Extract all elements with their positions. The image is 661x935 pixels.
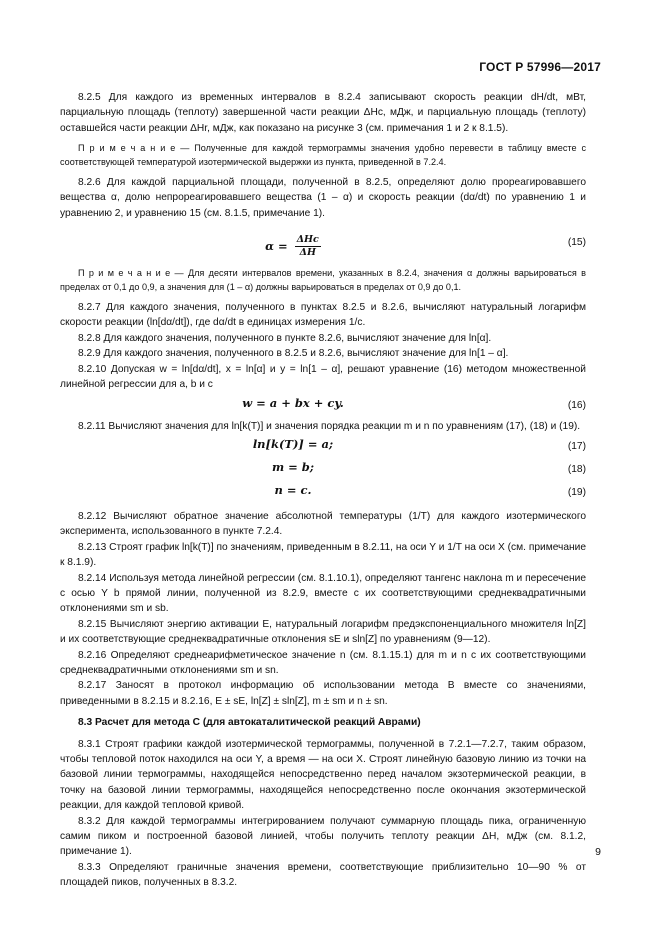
document-body [60,90,586,891]
equation-16-text: w = a + bx + cy. [242,395,344,410]
paragraph-8-2-11: 8.2.11 Вычисляют значения для ln[k(T)] и значения порядка реакции m и n по уравнениям (17), (18) и (19). [78,420,581,432]
equation-19-text: n = c. [274,482,312,497]
paragraph-8-2-7: 8.2.7 Для каждого значения, полученного в пунктах 8.2.5 и 8.2.6, вычисляют натуральный логарифм скорости реакции (ln[dα/dt]), где dα/dt в единицах измерения 1/с. [60,302,586,329]
paragraph-8-2-13: 8.2.13 Строят график ln[k(T)] по значениям, приведенным в 8.2.11, на оси Y и 1/T на оси X (см. примечание к 8.1.9). [60,541,586,569]
paragraph-8-3-3: 8.3.3 Определяют граничные значения времени, соответствующие приблизительно 10—90 % от площадей пиков, полученных в 8.3.2. [60,861,586,889]
equation-16 [60,396,586,416]
paragraph-8-2-10: 8.2.10 Допуская w = ln[dα/dt], x = ln[α] и y = ln[1 – α], решают уравнение (16) методом множественной линейной регрессии для a, b и c [60,363,586,391]
paragraph-8-2-12: 8.2.12 Вычисляют обратное значение абсолютной температуры (1/T) для каждого изотермического эксперимента, использованного в пункте 7.2.4. [60,510,586,538]
equation-19 [60,483,586,503]
paragraph-8-3-1: 8.3.1 Строят графики каждой изотермической термограммы, полученной в 7.2.1—7.2.7, таким образом, чтобы тепловой поток находился на оси Y, а время — на оси X. Строят линейную базовую линию из точки на базовой линии термограммы, находящейся непосредственно перед началом экзотермической реакции, в точку на базовой линии термограммы, находящейся непосредственно после окончания экзотермической реакции, для каждой тепловой кривой. [60,738,586,812]
paragraph-8-2-9: 8.2.9 Для каждого значения, полученного в 8.2.5 и 8.2.6, вычисляют значение для ln[1 – α]. [78,348,509,360]
note-1: П р и м е ч а н и е — Полученные для каждой термограммы значения удобно перевести в таблицу вместе с соответствующей температурой изотермической выдержки из пункта, приведенной в 7.2.4. [60,143,586,167]
note-2: П р и м е ч а н и е — Для десяти интервалов времени, указанных в 8.2.4, значения α должны варьироваться в пределах от 0,1 до 0,9, а значения для (1 – α) должны варьироваться в пределах от 0,9 до 0,1. [60,268,586,292]
paragraph-8-2-16: 8.2.16 Определяют среднеарифметическое значение n (см. 8.1.15.1) для m и n с их соответствующими среднеквадратичными отклонениями sm и sn. [60,649,586,676]
section-heading-8-3: 8.3 Расчет для метода С (для автокаталитической реакций Аврами) [78,717,421,729]
equation-17-text: ln[k(T)] = a; [252,436,334,451]
paragraph-8-2-14: 8.2.14 Используя метода линейной регрессии (см. 8.1.10.1), определяют тангенс наклона m и пересечение с осью Y b прямой линии, полученной из 8.2.9, вместе с их соответствующими среднеквадратичными отклонениями sm и sb. [60,572,586,615]
equation-15-fraction [295,234,321,259]
equation-15-number: (15) [567,237,586,249]
paragraph-8-2-17: 8.2.17 Заносят в протокол информацию об использовании метода В вместе со значениями, приведенными в 8.2.15 и 8.2.16, E ± sE, ln[Z] ± sln[Z], m ± sm и n ± sn. [60,680,586,707]
equation-15-lhs: α = [265,239,288,254]
equation-19-number: (19) [567,486,586,498]
paragraph-8-2-6: 8.2.6 Для каждой парциальной площади, полученной в 8.2.5, определяют долю прореагировавшего вещества α, долю непрореагировавшего вещества (1 – α) и скорость реакции (dα/dt) по уравнению 1 и уравнению 2, и уравнению 15 (см. 8.1.5, примечание 1). [60,177,586,219]
equation-16-number: (16) [567,399,586,411]
equation-18 [60,460,586,480]
equation-18-number: (18) [567,463,586,475]
standard-header: ГОСТ Р 57996—2017 [479,60,601,74]
page-number: 9 [595,846,601,858]
equation-18-text: m = b; [271,459,315,474]
equation-17 [60,437,586,457]
paragraph-8-2-8: 8.2.8 Для каждого значения, полученного в пункте 8.2.6, вычисляют значение для ln[α]. [78,332,492,344]
paragraph-8-2-15: 8.2.15 Вычисляют энергию активации E, натуральный логарифм предэкспоненциального множителя ln[Z] и их соответствующие среднеквадратичные отклонения sE и sln[Z] по уравнениям (9—12). [60,618,586,646]
paragraph-8-2-5: 8.2.5 Для каждого из временных интервалов в 8.2.4 записывают скорость реакции dH/dt, мВт, парциальную площадь (теплоту) завершенной части реакции ΔHc, мДж, и парциальную площадь (теплоту) оставшейся части реакции ΔHr, мДж, как показано на рисунке 3 (см. примечания 1 и 2 к 8.1.5). [60,92,586,134]
equation-15-denominator: ΔH [299,247,316,259]
paragraph-8-3-2: 8.3.2 Для каждой термограммы интегрированием получают суммарную площадь пика, ограниченную самим пиком и построенной базовой линией, чтобы получить теплоту реакции ΔH, мДж (см. 8.1.2, примечание 1). [60,815,586,858]
equation-15-numerator: ΔHc [296,234,319,246]
equation-15 [60,225,586,261]
equation-17-number: (17) [567,440,586,452]
